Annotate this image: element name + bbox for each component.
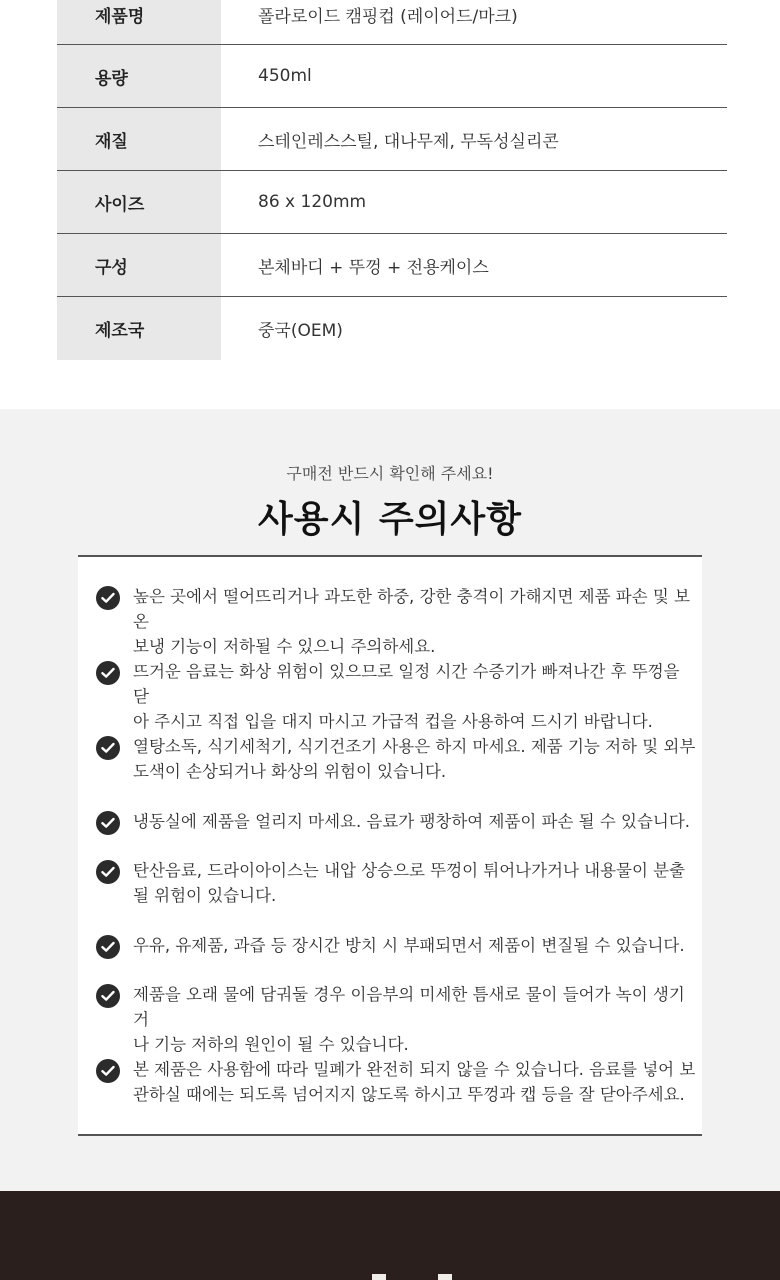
- check-circle-icon: [96, 736, 120, 760]
- spec-row-product-name: [57, 0, 727, 45]
- spec-row-material: [57, 108, 727, 171]
- check-circle-icon: [96, 935, 120, 959]
- spec-value: 450ml: [258, 66, 312, 86]
- spec-label: 제품명: [57, 0, 221, 44]
- spec-row-size: [57, 171, 727, 234]
- spec-label: 제조국: [57, 297, 221, 360]
- caution-item-text: 본 제품은 사용함에 따라 밀폐가 완전히 되지 않을 수 있습니다. 음료를 넣어 보 관하실 때에는 되도록 넘어지지 않도록 하시고 뚜껑과 캡 등을 잘 닫아주세요.: [133, 1060, 696, 1104]
- partial-heading-glyph: [372, 1274, 386, 1280]
- spec-label: 구성: [57, 234, 221, 296]
- caution-item-text: 냉동실에 제품을 얼리지 마세요. 음료가 팽창하여 제품이 파손 될 수 있습니다.: [133, 812, 691, 831]
- caution-item-text: 탄산음료, 드라이아이스는 내압 상승으로 뚜껑이 튀어나가거나 내용물이 분출 될 위험이 있습니다.: [133, 861, 686, 905]
- caution-section: [0, 409, 780, 1191]
- check-circle-icon: [96, 984, 120, 1008]
- footer-section: [0, 1191, 780, 1280]
- spec-value: 중국(OEM): [258, 321, 343, 341]
- caution-subtitle: 구매전 반드시 확인해 주세요!: [286, 464, 494, 483]
- spec-row-country: [57, 297, 727, 360]
- check-circle-icon: [96, 1059, 120, 1083]
- spec-label: 용량: [57, 45, 221, 107]
- product-spec-table: [57, 0, 727, 360]
- spec-label: 사이즈: [57, 171, 221, 233]
- spec-value: 스테인레스스틸, 대나무제, 무독성실리콘: [258, 131, 559, 152]
- caution-item-text: 우유, 유제품, 과즙 등 장시간 방치 시 부패되면서 제품이 변질될 수 있습니다.: [133, 936, 685, 955]
- partial-heading-glyph: [438, 1274, 452, 1280]
- caution-item-text: 제품을 오래 물에 담궈둘 경우 이음부의 미세한 틈새로 물이 들어가 녹이 생기거 나 기능 저하의 원인이 될 수 있습니다.: [133, 985, 685, 1054]
- check-circle-icon: [96, 586, 120, 610]
- check-circle-icon: [96, 811, 120, 835]
- caution-item-text: 높은 곳에서 떨어뜨리거나 과도한 하중, 강한 충격이 가해지면 제품 파손 및 보온 보냉 기능이 저하될 수 있으니 주의하세요.: [133, 587, 691, 656]
- caution-list: [78, 555, 702, 1136]
- spec-row-capacity: [57, 45, 727, 108]
- spec-value: 폴라로이드 캠핑컵 (레이어드/마크): [258, 7, 518, 27]
- spec-value: 본체바디 + 뚜껑 + 전용케이스: [258, 257, 489, 278]
- caution-item-text: 열탕소독, 식기세척기, 식기건조기 사용은 하지 마세요. 제품 기능 저하 및 외부 도색이 손상되거나 화상의 위험이 있습니다.: [133, 737, 696, 781]
- spec-value: 86 x 120mm: [258, 192, 367, 212]
- spec-row-components: [57, 234, 727, 297]
- caution-title: 사용시 주의사항: [258, 499, 522, 540]
- check-circle-icon: [96, 860, 120, 884]
- check-circle-icon: [96, 661, 120, 685]
- caution-item-text: 뜨거운 음료는 화상 위험이 있으므로 일정 시간 수증기가 빠져나간 후 뚜껑을 닫 아 주시고 직접 입을 대지 마시고 가급적 컵을 사용하여 드시기 바랍니다.: [133, 662, 680, 731]
- spec-label: 재질: [57, 108, 221, 170]
